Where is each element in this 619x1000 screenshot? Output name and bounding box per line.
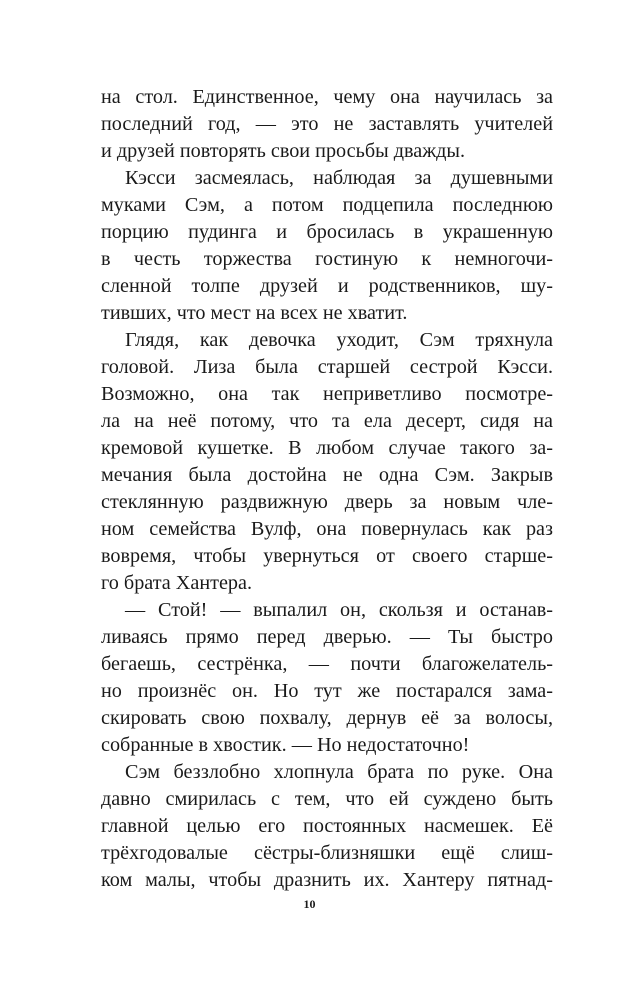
text-line: ком малы, чтобы дразнить их. Хантеру пятнад-	[101, 869, 553, 891]
text-line: муками Сэм, а потом подцепила последнюю	[101, 194, 553, 216]
text-line: порцию пудинга и бросилась в украшенную	[101, 221, 553, 243]
text-line: мечания была достойна не одна Сэм. Закрыв	[101, 464, 553, 486]
text-line: трёхгодовалые сёстры-близняшки ещё слиш-	[101, 842, 553, 864]
text-line: в честь торжества гостиную к немногочи-	[101, 248, 553, 270]
text-line: Кэсси засмеялась, наблюдая за душевными	[125, 167, 553, 189]
text-line: сленной толпе друзей и родственников, шу-	[101, 275, 553, 297]
text-line: ливаясь прямо перед дверью. — Ты быстро	[101, 626, 553, 648]
text-line: — Стой! — выпалил он, скользя и останав-	[125, 599, 553, 621]
text-line: давно смирилась с тем, что ей суждено быть	[101, 788, 553, 810]
text-line: собранные в хвостик. — Но недостаточно!	[101, 734, 470, 756]
text-line: Возможно, она так неприветливо посмотре-	[101, 383, 553, 405]
text-line: ном семейства Вулф, она повернулась как раз	[101, 518, 553, 540]
text-line: го брата Хантера.	[101, 572, 253, 594]
text-line: стеклянную раздвижную дверь за новым чле-	[101, 491, 553, 513]
text-line: Сэм беззлобно хлопнула брата по руке. Она	[125, 761, 553, 783]
text-line: последний год, — это не заставлять учителей	[101, 113, 553, 135]
text-line: бегаешь, сестрёнка, — почти благожелатель-	[101, 653, 553, 675]
text-line: и друзей повторять свои просьбы дважды.	[101, 140, 466, 162]
text-line: тивших, что мест на всех не хватит.	[101, 302, 408, 324]
text-line: вовремя, чтобы увернуться от своего старше-	[101, 545, 553, 567]
text-line: на стол. Единственное, чему она научилась за	[101, 86, 553, 108]
text-line: Глядя, как девочка уходит, Сэм тряхнула	[125, 329, 553, 351]
text-line: головой. Лиза была старшей сестрой Кэсси.	[101, 356, 553, 378]
text-line: скировать свою похвалу, дернув её за волосы,	[101, 707, 553, 729]
text-line: ла на неё потому, что та ела десерт, сидя на	[101, 410, 553, 432]
text-line: кремовой кушетке. В любом случае такого за-	[101, 437, 553, 459]
text-line: главной целью его постоянных насмешек. Её	[101, 815, 553, 837]
page-number: 10	[303, 897, 316, 911]
body-text	[101, 84, 553, 894]
text-line: но произнёс он. Но тут же постарался зама-	[101, 680, 553, 702]
